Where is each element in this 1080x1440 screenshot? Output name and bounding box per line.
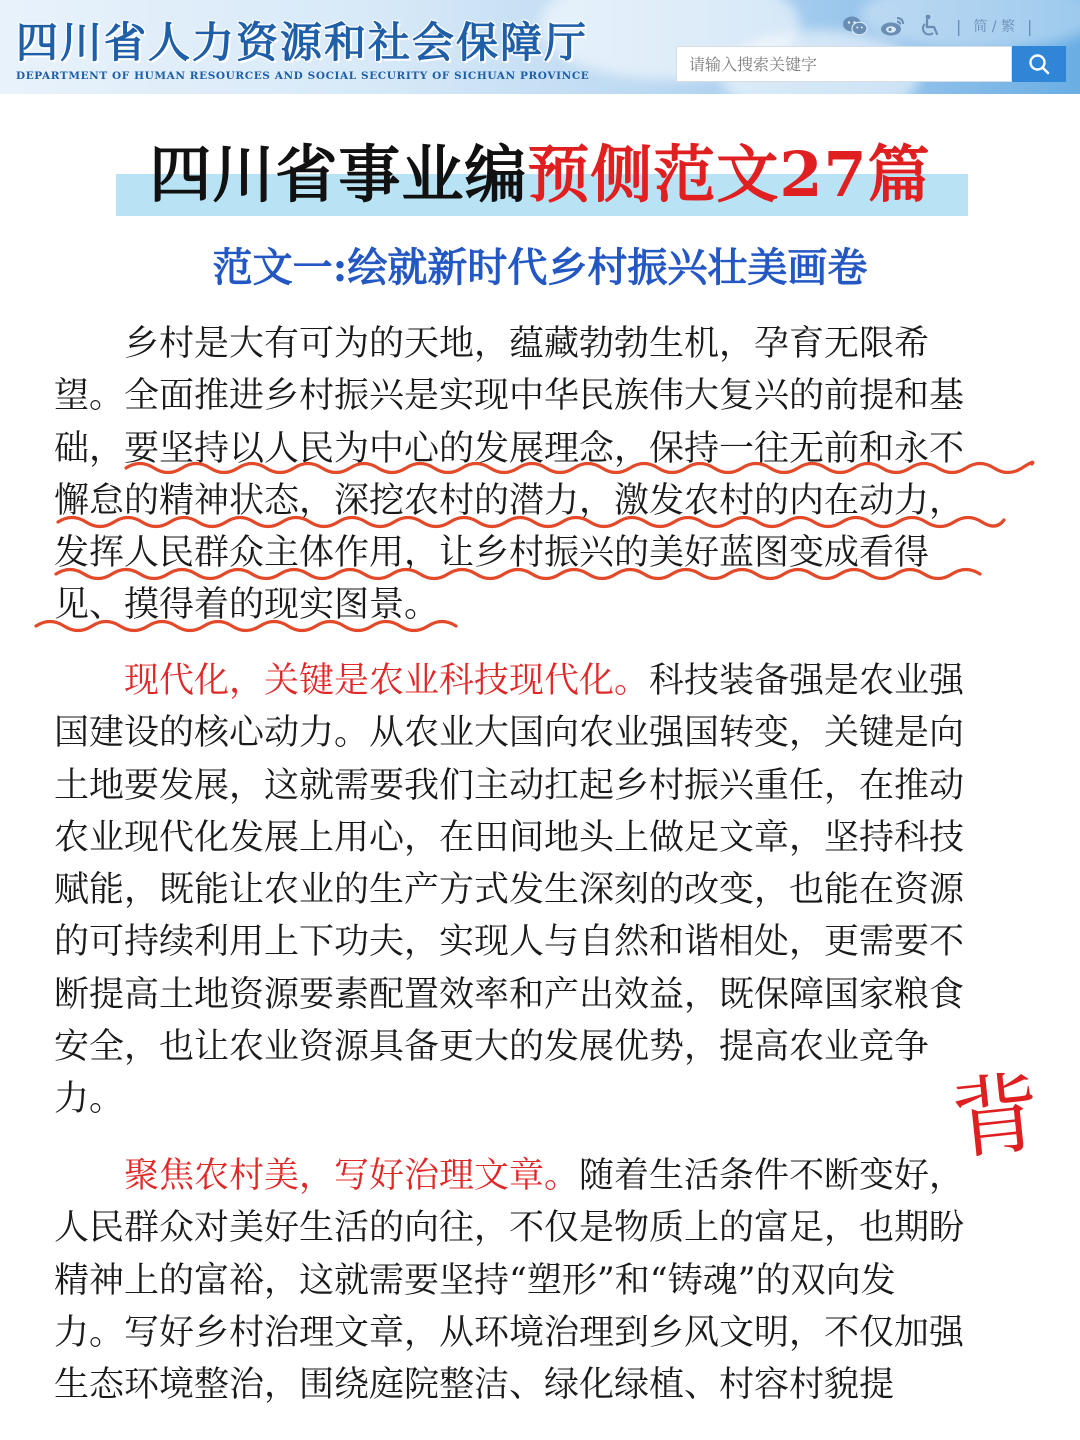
paragraph-line: 精神上的富裕，这就需要坚持“塑形”和“铸魂”的双向发: [54, 1260, 896, 1301]
paragraph-lead-rest: 科技装备强是农业强: [649, 661, 965, 701]
paragraph-line: 农业现代化发展上用心，在田间地头上做足文章，坚持科技: [54, 817, 965, 858]
paragraph-line: 赋能，既能让农业的生产方式发生深刻的改变，也能在资源: [54, 870, 965, 911]
language-toggle[interactable]: 简 / 繁: [973, 19, 1016, 35]
paragraph-line: 见、摸得着的现实图景。: [54, 585, 440, 626]
wechat-icon[interactable]: [842, 13, 868, 39]
paragraph-red-lead: 聚焦农村美，写好治理文章。: [124, 1156, 580, 1196]
toolbar-divider: |: [956, 16, 962, 36]
paragraph-line: 力。写好乡村治理文章，从环境治理到乡风文明，不仅加强: [54, 1312, 965, 1353]
paragraph-line: 安全，也让农业资源具备更大的发展优势，提高农业竞争: [54, 1027, 930, 1068]
paragraph-line: 土地要发展，这就需要我们主动扛起乡村振兴重任，在推动: [54, 765, 965, 806]
paragraph-line: 力。: [54, 1079, 125, 1120]
site-header: [0, 0, 1080, 94]
toolbar-divider: |: [1027, 16, 1033, 36]
article-title: [0, 130, 1080, 220]
paragraph-line: 生态环境整治，围绕庭院整洁、绿化绿植、村容村貌提: [54, 1365, 895, 1406]
paragraph-lead-rest: 随着生活条件不断变好，: [579, 1156, 965, 1196]
paragraph-lead-line: [54, 1150, 1026, 1202]
paragraph-line: 断提高土地资源要素配置效率和产出效益，既保障国家粮食: [54, 974, 965, 1015]
title-black-part: 四川省事业编: [149, 138, 528, 211]
weibo-icon[interactable]: [880, 13, 906, 39]
department-name[interactable]: 四川省人力资源和社会保障厅: [16, 18, 589, 67]
paragraph-line: 人民群众对美好生活的向往，不仅是物质上的富足，也期盼: [54, 1208, 965, 1249]
search-button[interactable]: [1012, 46, 1066, 82]
search-box: [676, 46, 1012, 82]
paragraph-lead-line: [54, 655, 1026, 707]
paragraph-line: 的可持续利用上下功夫，实现人与自然和谐相处，更需要不: [54, 922, 965, 963]
article-subtitle: 范文一:绘就新时代乡村振兴壮美画卷: [212, 244, 868, 291]
paragraph-line: 懈怠的精神状态，深挖农村的潜力，激发农村的内在动力，: [54, 480, 965, 521]
paragraph-red-lead: 现代化，关键是农业科技现代化。: [124, 661, 650, 701]
paragraph-line: 乡村是大有可为的天地，蕴藏勃勃生机，孕育无限希: [54, 324, 930, 364]
paragraph-line: 望。全面推进乡村振兴是实现中华民族伟大复兴的前提和基: [54, 376, 965, 417]
header-toolbar: [842, 10, 1032, 42]
search-icon: [1028, 53, 1050, 75]
search-input[interactable]: [689, 55, 1011, 74]
handwritten-note: 背: [946, 1060, 1046, 1173]
paragraph-line: 础，要坚持以人民为中心的发展理念，保持一往无前和永不: [54, 428, 965, 469]
paragraph-line: 国建设的核心动力。从农业大国向农业强国转变，关键是向: [54, 713, 965, 754]
paragraph-3: [54, 1150, 1026, 1411]
department-english-name: DEPARTMENT OF HUMAN RESOURCES AND SOCIAL SECURITY OF SICHUAN PROVINCE: [16, 70, 590, 82]
accessibility-icon[interactable]: [918, 13, 944, 39]
title-red-part: 预侧范文27篇: [527, 138, 931, 211]
paragraph-line: 发挥人民群众主体作用，让乡村振兴的美好蓝图变成看得: [54, 533, 930, 574]
paragraph-2: [54, 655, 1026, 1126]
paragraph-1: [54, 318, 1026, 632]
article-title-block: [0, 130, 1080, 226]
